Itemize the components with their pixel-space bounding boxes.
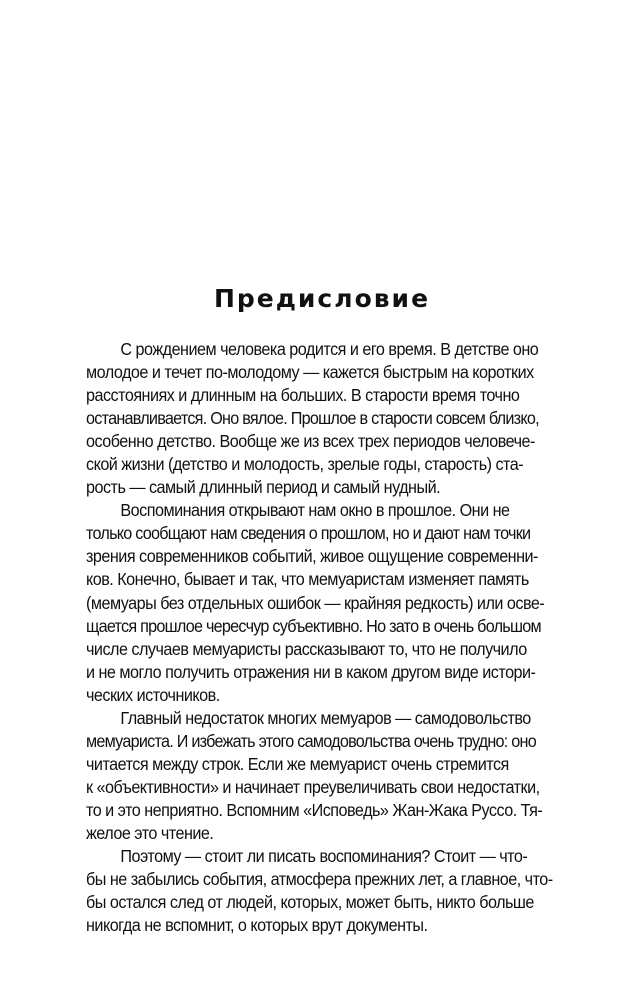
text-line: бы не забылись события, атмосфера прежних лет, а главное, что-: [86, 869, 553, 890]
text-line: ской жизни (детство и молодость, зрелые годы, старость) ста-: [86, 454, 524, 475]
text-line: рость — самый длинный период и самый нудный.: [86, 477, 441, 498]
text-line: никогда не вспомнит, о которых врут документы.: [86, 915, 428, 936]
text-line: к «объективности» и начинает преувеличивать свои недостатки,: [86, 776, 540, 797]
text-line: желое это чтение.: [86, 822, 214, 843]
text-line: бы остался след от людей, которых, может быть, никто больше: [86, 892, 534, 913]
text-line: расстояниях и длинным на больших. В старости время точно: [86, 385, 520, 406]
text-line: (мемуары без отдельных ошибок — крайняя редкость) или осве-: [86, 592, 545, 613]
text-line: Главный недостаток многих мемуаров — самодовольство: [120, 707, 531, 728]
paragraph: [86, 845, 553, 937]
text-line: читается между строк. Если же мемуарист очень стремится: [86, 753, 509, 774]
text-line: то и это неприятно. Вспомним «Исповедь» Жан-Жака Руссо. Тя-: [86, 799, 543, 820]
text-line: молодое и течет по-молодому — кажется быстрым на коротких: [86, 362, 534, 383]
text-line: Воспоминания открывают нам окно в прошлое. Они не: [120, 500, 510, 521]
text-line: останавливается. Оно вялое. Прошлое в старости совсем близко,: [86, 408, 539, 429]
paragraph: [86, 499, 545, 706]
text-line: и не могло получить отражения ни в каком другом виде истори-: [86, 661, 536, 682]
text-line: числе случаев мемуаристы рассказывают то, что не получило: [86, 638, 527, 659]
text-line: особенно детство. Вообще же из всех трех периодов человече-: [86, 431, 535, 452]
text-line: зрения современников событий, живое ощущение современни-: [86, 546, 538, 567]
paragraph: [86, 707, 543, 845]
text-line: ческих источников.: [86, 684, 220, 705]
page-heading: Предисловие: [213, 284, 431, 313]
text-line: только сообщают нам сведения о прошлом, но и дают нам точки: [86, 523, 531, 544]
text-line: С рождением человека родится и его время. В детстве оно: [120, 339, 539, 359]
text-line: щается прошлое чересчур субъективно. Но зато в очень большом: [86, 615, 541, 636]
paragraph: [86, 338, 539, 499]
body-text: [86, 338, 553, 937]
text-line: Поэтому — стоит ли писать воспоминания? Стоит — что-: [120, 846, 528, 867]
text-line: ков. Конечно, бывает и так, что мемуаристам изменяет память: [86, 569, 529, 590]
text-line: мемуариста. И избежать этого самодовольства очень трудно: оно: [86, 730, 537, 751]
